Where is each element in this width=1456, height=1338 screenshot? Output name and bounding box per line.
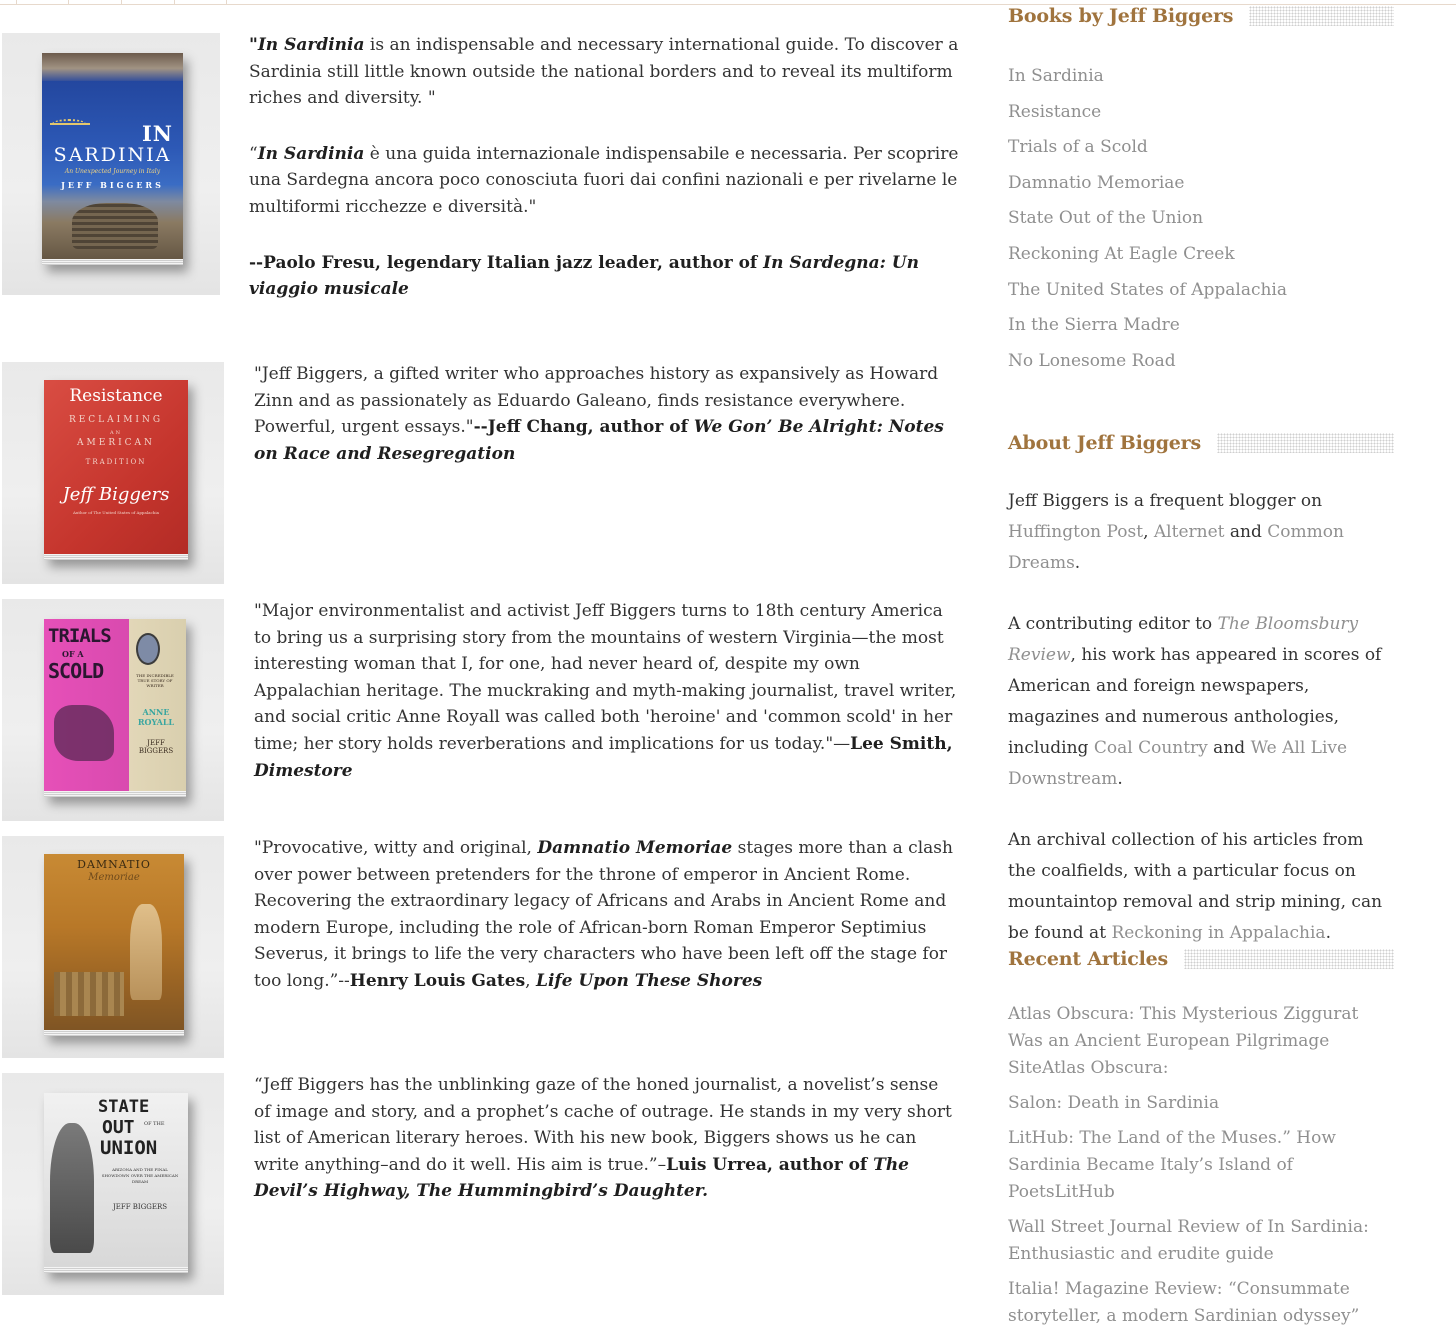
book-cover-frame[interactable] [2, 362, 224, 584]
quote-body-italian: è una guida internazionale indispensabile e necessaria. Per scoprire una Sardegna ancora poco conosciuta fuori dai confini nazionali e per rivelarne le multiformi ricchezze e diversità." [249, 143, 959, 217]
recent-article-link[interactable]: Italia! Magazine Review: “Consummate storyteller, a modern Sardinian odyssey” [1008, 1279, 1360, 1326]
widget-recent-title [1008, 948, 1394, 970]
book-cover-frame[interactable] [2, 33, 220, 295]
quote-open-mark: " [249, 35, 258, 55]
heading-dot-pattern [1217, 433, 1394, 453]
quote-attribution: --Paolo Fresu, legendary Italian jazz leader, author of [249, 252, 764, 273]
attribution-work: In Sardegna: Un viaggio musicale [249, 252, 919, 300]
state-out-of-the-union-cover: STATE OUT OF THE UNION ARIZONA AND THE FINAL SHOWDOWN OVER THE AMERICAN DREAM JEFF BIGGERS [44, 1093, 188, 1273]
recent-article-link[interactable]: Wall Street Journal Review of In Sardinia: Enthusiastic and erudite guide [1008, 1217, 1369, 1264]
attribution-separator: , [525, 970, 536, 991]
recent-article-link[interactable]: Atlas Obscura: This Mysterious Ziggurat Was an Ancient European Pilgrimage SiteAtlas Obscura: [1008, 1004, 1359, 1078]
quote-body-continued: stages more than a clash over power between pretenders for the throne of emperor in Ancient Rome. Recovering the extraordinary legacy of Africans and Arabs in Ancient Rome and modern Europe, including the role of African-born Roman Emperor Septimius Severus, it brings to life the very characters who have been left off the stage for too long.”-- [254, 838, 953, 991]
quote-body: is an indispensable and necessary international guide. To discover a Sardinia still little known outside the national borders and to reveal its multiform riches and diversity. " [249, 35, 959, 109]
widget-books-title [1008, 5, 1394, 27]
damnatio-memoriae-cover: DAMNATIO Memoriae [44, 854, 184, 1036]
about-text-segment: . [1325, 923, 1331, 943]
recent-article-link[interactable]: LitHub: The Land of the Muses.” How Sardinia Became Italy’s Island of PoetsLitHub [1008, 1128, 1336, 1202]
about-text-segment: Jeff Biggers is a frequent blogger on [1008, 491, 1323, 511]
widget-heading: About Jeff Biggers [1008, 432, 1201, 454]
quote-attribution: Luis Urrea, author of [666, 1154, 874, 1175]
book-link-no-lonesome-road[interactable]: No Lonesome Road [1008, 350, 1176, 371]
quote-body: “Jeff Biggers has the unblinking gaze of the honed journalist, a novelist’s sense of image and story, and a prophet’s cache of outrage. He stands in my very short list of American literary heroes. With his new book, Biggers shows us he can write anything–and do it well. His aim is true.”– [254, 1075, 952, 1175]
review-quote [254, 361, 954, 496]
book-link-trials-of-a-scold[interactable]: Trials of a Scold [1008, 137, 1148, 158]
book-link-reckoning-at-eagle-creek[interactable]: Reckoning At Eagle Creek [1008, 243, 1235, 264]
about-text [1008, 486, 1394, 979]
book-cover-frame[interactable] [2, 1073, 224, 1295]
book-link-in-the-sierra-madre[interactable]: In the Sierra Madre [1008, 315, 1180, 336]
link-coal-country[interactable]: Coal Country [1093, 738, 1208, 758]
quote-attribution: Henry Louis Gates [349, 970, 526, 991]
attribution-work: Dimestore [254, 760, 353, 781]
link-huffington-post[interactable]: Huffington Post [1008, 522, 1144, 542]
recent-articles-list [1008, 1001, 1394, 1338]
quote-book-title: Damnatio Memoriae [537, 838, 733, 858]
link-we-all-live-downstream[interactable]: We All Live Downstream [1008, 738, 1348, 789]
about-text-segment: , his work has appeared in scores of American and foreign newspapers, magazines and numerous anthologies, including [1008, 645, 1382, 758]
review-quote [249, 32, 959, 332]
about-text-segment: . [1074, 553, 1081, 573]
quote-body: "Jeff Biggers, a gifted writer who approaches history as expansively as Howard Zinn and as passionately as Eduardo Galeano, finds resistance everywhere. Powerful, urgent essays." [254, 364, 939, 438]
book-link-resistance[interactable]: Resistance [1008, 101, 1102, 122]
widget-about-title [1008, 432, 1394, 454]
link-bloomsbury-review[interactable]: The Bloomsbury Review [1008, 614, 1359, 665]
quote-book-title: In Sardinia [257, 35, 365, 55]
review-quote [254, 835, 954, 1024]
about-text-segment: , [1143, 522, 1154, 542]
attribution-work: We Gon’ Be Alright: Notes on Race and Resegregation [254, 417, 944, 464]
link-common-dreams[interactable]: Common Dreams [1008, 522, 1344, 573]
resistance-cover: Resistance RECLAIMING AN AMERICAN TRADITION Jeff Biggers Author of The United States of Appalachia [44, 380, 188, 560]
trials-of-a-scold-cover: TRIALS OF A SCOLD THE INCREDIBLE TRUE STORY OF WRITER ANNE ROYALL JEFF BIGGERS [44, 619, 186, 797]
link-reckoning-in-appalachia[interactable]: Reckoning in Appalachia [1111, 923, 1326, 943]
quote-book-title: In Sardinia [257, 143, 365, 164]
attribution-work: Life Upon These Shores [535, 970, 763, 991]
book-cover-frame[interactable] [2, 599, 224, 821]
heading-dot-pattern [1249, 6, 1394, 26]
attribution-work: The Devil’s Highway, The Hummingbird’s Daughter. [254, 1154, 909, 1202]
about-text-segment: and [1224, 522, 1268, 542]
quote-attribution: --Jeff Chang, author of [473, 417, 694, 438]
in-sardinia-cover: IN SARDINIA An Unexpected Journey in Italy JEFF BIGGERS [42, 53, 183, 265]
widget-heading: Books by Jeff Biggers [1008, 5, 1234, 27]
quote-open-mark: “ [249, 143, 258, 164]
about-text-segment: and [1207, 738, 1251, 758]
books-list [1008, 59, 1287, 379]
widget-heading: Recent Articles [1008, 948, 1169, 970]
link-alternet[interactable]: Alternet [1153, 522, 1225, 542]
review-quote [254, 598, 959, 813]
quote-body: "Major environmentalist and activist Jeff Biggers turns to 18th century America to bring us a surprising story from the mountains of western Virginia—the most interesting woman that I, for one, had never heard of, despite my own Appalachian heritage. The muckraking and myth-making journalist, travel writer, and social critic Anne Royall was called both 'heroine' and 'common scold' in her time; her story holds reverberations and implications for us today."— [254, 601, 957, 754]
heading-dot-pattern [1184, 949, 1394, 969]
book-link-damnatio-memoriae[interactable]: Damnatio Memoriae [1008, 172, 1185, 193]
quote-body: "Provocative, witty and original, [254, 838, 538, 858]
about-text-segment: . [1117, 769, 1123, 789]
sidebar [1008, 0, 1394, 1326]
book-link-in-sardinia[interactable]: In Sardinia [1008, 66, 1104, 86]
book-link-united-states-of-appalachia[interactable]: The United States of Appalachia [1008, 279, 1287, 300]
book-cover-frame[interactable] [2, 836, 224, 1058]
about-text-segment: A contributing editor to [1008, 614, 1218, 634]
review-quote [254, 1072, 954, 1234]
book-link-state-out-of-the-union[interactable]: State Out of the Union [1008, 208, 1204, 229]
quote-attribution: Lee Smith, [850, 733, 953, 754]
about-text-segment: An archival collection of his articles from the coalfields, with a particular focus on mountaintop removal and strip mining, can be found at [1008, 830, 1383, 943]
recent-article-link[interactable]: Salon: Death in Sardinia [1008, 1093, 1220, 1113]
